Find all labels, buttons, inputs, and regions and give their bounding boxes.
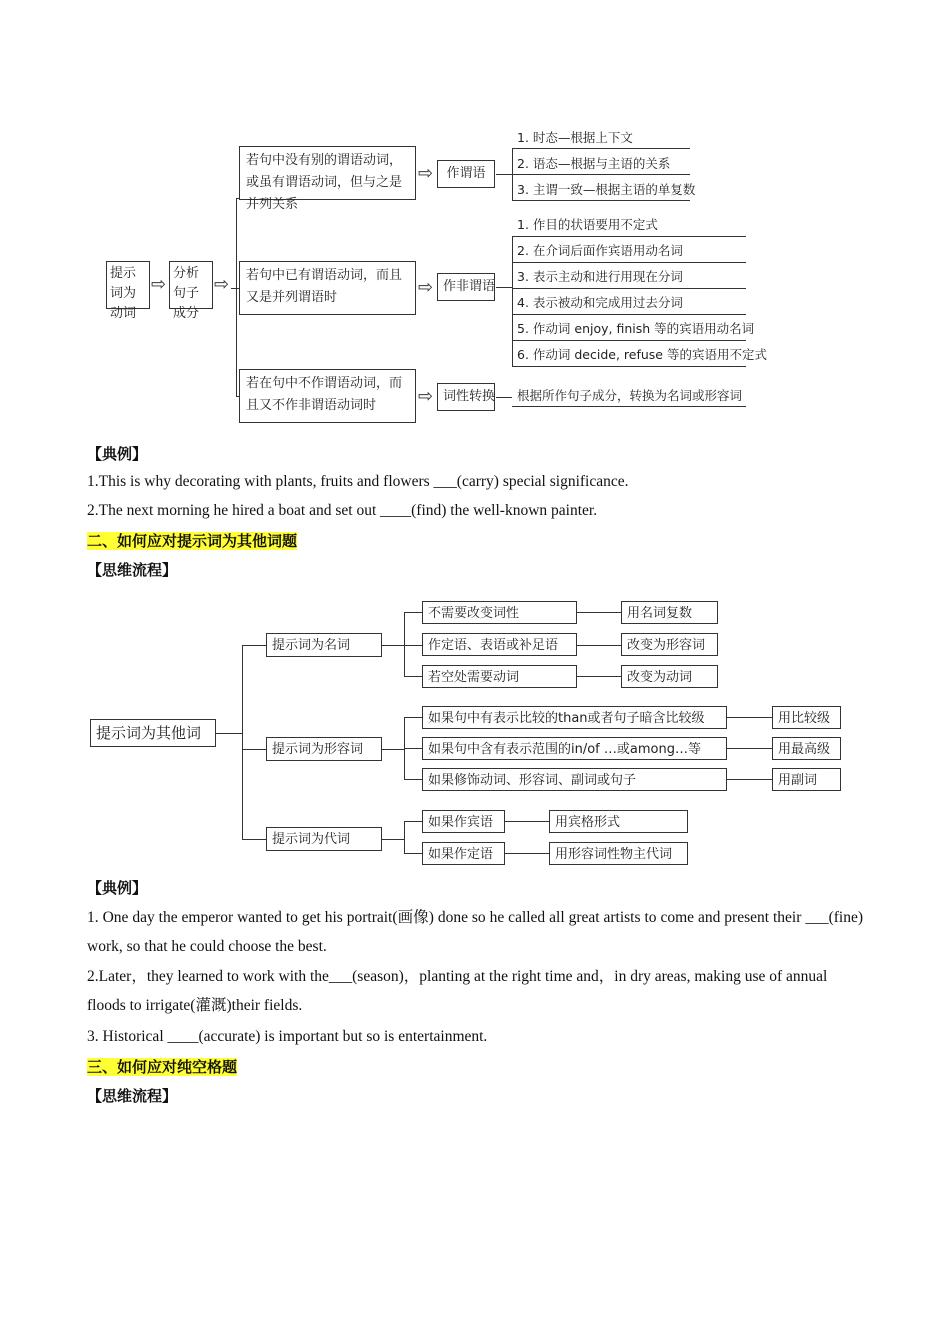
- item-underline: [512, 200, 690, 201]
- connector-line: [404, 853, 422, 854]
- arrow-icon: ⇨: [418, 277, 434, 298]
- item-underline: [512, 340, 746, 341]
- condition-box: 作定语、表语或补足语: [422, 633, 577, 656]
- connector-line: [382, 749, 404, 750]
- conversion-item: 根据所作句子成分，转换为名词或形容词: [517, 388, 743, 403]
- result-box: 用最高级: [772, 737, 841, 760]
- example-sentence: 3. Historical ____(accurate) is important but so is entertainment.: [87, 1028, 488, 1045]
- example-sentence: 1.This is why decorating with plants, fruits and flowers ___(carry) special significance.: [87, 473, 629, 490]
- section-title: [87, 1056, 237, 1078]
- connector-line: [727, 717, 772, 718]
- example-sentence: 2.Later，they learned to work with the___(season)，planting at the right time and，in dry areas, making use of annual floods to irrigate(灌溉)their fields.: [87, 968, 828, 1014]
- nonpredicate-item: 5. 作动词 enjoy, finish 等的宾语用动名词: [517, 321, 755, 336]
- connector-line: [577, 676, 621, 677]
- predicate-item: 3. 主谓一致—根据主语的单复数: [517, 182, 696, 197]
- condition-box: 如果修饰动词、形容词、副词或句子: [422, 768, 727, 791]
- result-box: 作谓语: [437, 160, 495, 188]
- predicate-item: 2. 语态—根据与主语的关系: [517, 156, 671, 171]
- condition-box: 若在句中不作谓语动词，而且又不作非谓语动词时: [239, 369, 416, 423]
- arrow-icon: ⇨: [418, 163, 434, 184]
- item-underline: [512, 174, 690, 175]
- item-underline: [512, 314, 746, 315]
- item-underline: [512, 288, 746, 289]
- category-box: 提示词为代词: [266, 827, 382, 851]
- example-label: 【典例】: [87, 879, 148, 897]
- category-box: 提示词为形容词: [266, 737, 382, 761]
- condition-box: 如果句中含有表示范围的in/of …或among…等: [422, 737, 727, 760]
- predicate-item: 1. 时态—根据上下文: [517, 130, 633, 145]
- result-box: 用名词复数: [621, 601, 718, 624]
- arrow-icon: ⇨: [214, 274, 230, 295]
- condition-box: 如果作定语: [422, 842, 505, 865]
- connector-line: [404, 821, 422, 822]
- bracket-line: [236, 198, 237, 396]
- connector-line: [404, 676, 422, 677]
- arrow-icon: ⇨: [418, 386, 434, 407]
- connector-line: [404, 612, 405, 676]
- connector-line: [404, 717, 422, 718]
- result-box: 作非谓语: [437, 273, 495, 301]
- connector-line: [505, 821, 549, 822]
- item-underline: [512, 262, 746, 263]
- nonpredicate-item: 6. 作动词 decide, refuse 等的宾语用不定式: [517, 347, 767, 362]
- nonpredicate-item: 4. 表示被动和完成用过去分词: [517, 295, 683, 310]
- root-box: 提示词为其他词: [90, 719, 216, 747]
- connector-line: [505, 853, 549, 854]
- condition-box: 不需要改变词性: [422, 601, 577, 624]
- connector-line: [242, 645, 266, 646]
- result-box: 改变为动词: [621, 665, 718, 688]
- condition-box: 若句中没有别的谓语动词，或虽有谓语动词，但与之是并列关系: [239, 146, 416, 200]
- category-box: 提示词为名词: [266, 633, 382, 657]
- root-box: 提示词为动词: [106, 261, 150, 309]
- section-title-text: 二、如何应对提示词为其他词题: [87, 532, 298, 550]
- item-underline: [512, 406, 746, 407]
- connector-line: [216, 733, 242, 734]
- flow-label: 【思维流程】: [87, 561, 178, 579]
- bracket-line: [496, 287, 512, 288]
- condition-box: 如果作宾语: [422, 810, 505, 833]
- connector-line: [404, 612, 422, 613]
- condition-box: 如果句中有表示比较的than或者句子暗含比较级: [422, 706, 727, 729]
- result-box: 改变为形容词: [621, 633, 718, 656]
- result-box: 用副词: [772, 768, 841, 791]
- bracket-line: [496, 397, 512, 398]
- item-underline: [512, 366, 746, 367]
- analyze-box: 分析句子成分: [169, 261, 213, 309]
- connector-line: [242, 839, 266, 840]
- condition-box: 若空处需要动词: [422, 665, 577, 688]
- bracket-line: [231, 288, 236, 289]
- result-box: 用形容词性物主代词: [549, 842, 688, 865]
- connector-line: [242, 645, 243, 840]
- connector-line: [577, 645, 621, 646]
- condition-box: 若句中已有谓语动词，而且又是并列谓语时: [239, 261, 416, 315]
- item-underline: [512, 236, 746, 237]
- result-box: 用宾格形式: [549, 810, 688, 833]
- result-box: 词性转换: [437, 383, 495, 411]
- arrow-icon: ⇨: [151, 274, 167, 295]
- nonpredicate-item: 1. 作目的状语要用不定式: [517, 217, 658, 232]
- nonpredicate-item: 2. 在介词后面作宾语用动名词: [517, 243, 683, 258]
- connector-line: [404, 748, 422, 749]
- connector-line: [404, 821, 405, 853]
- bracket-line: [496, 174, 512, 175]
- connector-line: [404, 779, 422, 780]
- example-sentence: 2.The next morning he hired a boat and set out ____(find) the well-known painter.: [87, 502, 598, 519]
- connector-line: [727, 748, 772, 749]
- connector-line: [382, 839, 404, 840]
- bracket-line: [512, 236, 513, 366]
- connector-line: [404, 645, 422, 646]
- flow-label: 【思维流程】: [87, 1087, 178, 1105]
- connector-line: [242, 749, 266, 750]
- connector-line: [577, 612, 621, 613]
- item-underline: [512, 148, 690, 149]
- result-box: 用比较级: [772, 706, 841, 729]
- connector-line: [382, 645, 404, 646]
- connector-line: [727, 779, 772, 780]
- section-title-text: 三、如何应对纯空格题: [87, 1058, 238, 1076]
- example-sentence: 1. One day the emperor wanted to get his portrait(画像) done so he called all great artists to come and present their ___(fine) work, so that he could choose the best.: [87, 909, 863, 955]
- section-title: [87, 530, 297, 552]
- example-label: 【典例】: [87, 445, 148, 463]
- nonpredicate-item: 3. 表示主动和进行用现在分词: [517, 269, 683, 284]
